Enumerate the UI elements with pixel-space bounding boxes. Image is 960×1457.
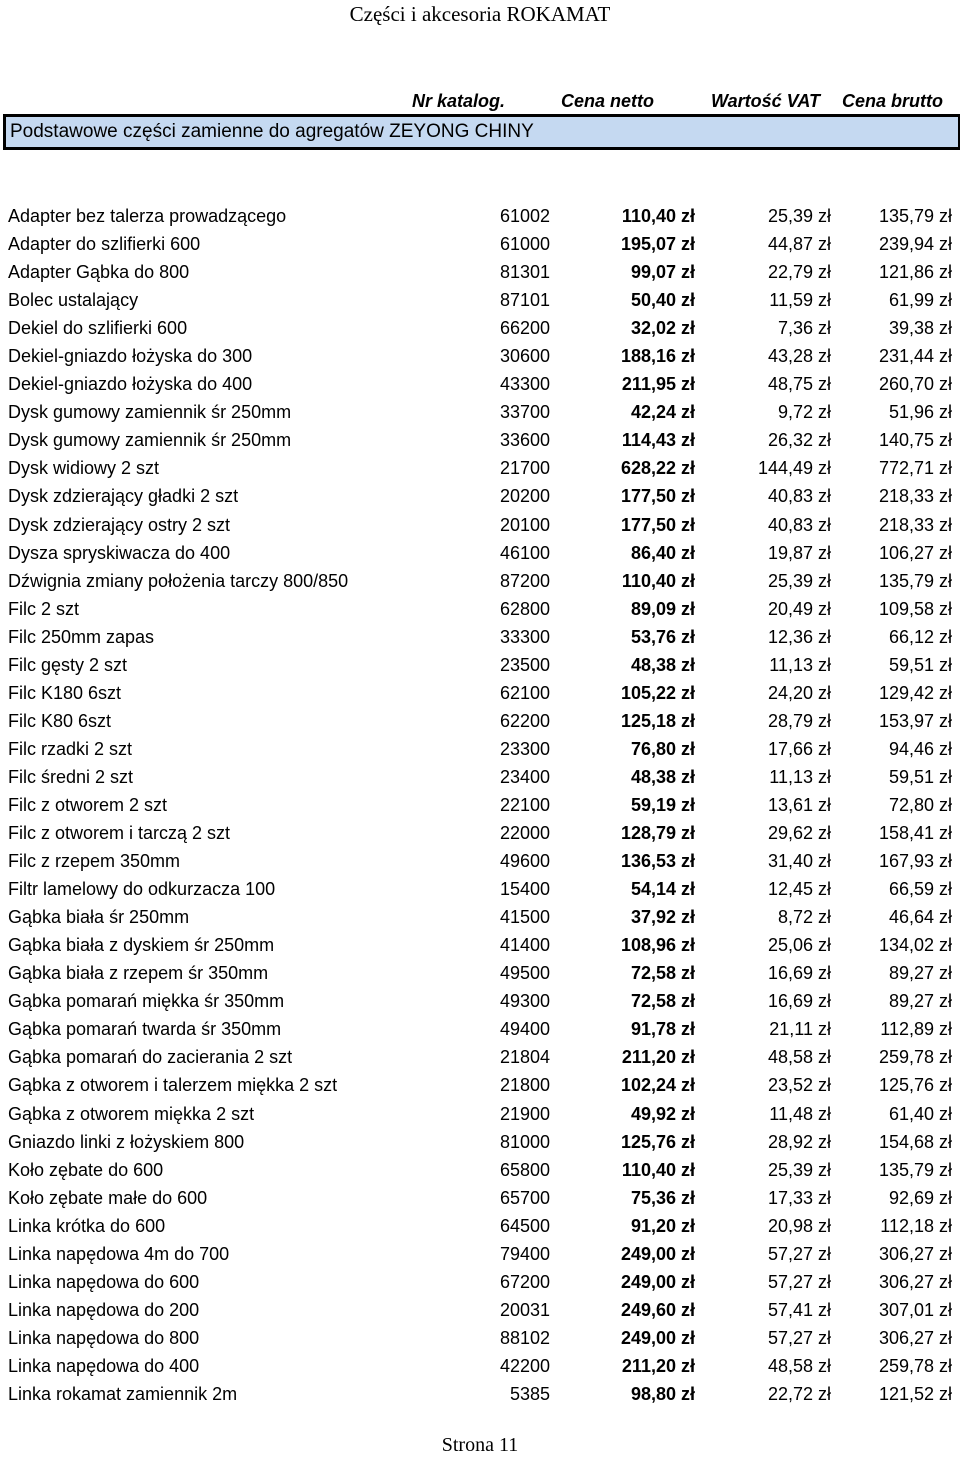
gross-price: 260,70 zł — [878, 374, 952, 395]
net-price: 49,92 zł — [630, 1103, 695, 1124]
net-price: 110,40 zł — [621, 206, 695, 226]
product-name: Filc rzadki 2 szt — [8, 738, 133, 759]
vat-value: 19,87 zł — [767, 542, 831, 563]
gross-price: 135,79 zł — [878, 570, 952, 591]
table-row — [0, 735, 960, 763]
product-name: Koło zębate małe do 600 — [8, 1187, 208, 1208]
table-row — [0, 426, 960, 454]
vat-value: 48,58 zł — [767, 1047, 831, 1068]
product-name: Dysk gumowy zamiennik śr 250mm — [8, 430, 292, 451]
catalog-number: 43300 — [499, 374, 550, 395]
vat-value: 25,39 zł — [767, 1159, 831, 1180]
vat-value: 17,66 zł — [767, 738, 831, 759]
vat-value: 7,36 zł — [777, 318, 831, 339]
gross-price: 89,27 zł — [888, 963, 952, 984]
product-name: Gąbka pomarań do zacierania 2 szt — [8, 1047, 293, 1068]
product-name: Gąbka z otworem i talerzem miękka 2 szt — [8, 1075, 338, 1096]
product-name: Filc K80 6szt — [8, 710, 112, 731]
catalog-number: 64500 — [499, 1215, 550, 1236]
table-row — [0, 847, 960, 875]
net-price: 59,19 zł — [630, 794, 695, 815]
net-price: 114,43 zł — [621, 430, 695, 451]
product-name: Dysk widiowy 2 szt — [8, 458, 160, 479]
net-price: 110,40 zł — [621, 1159, 695, 1180]
catalog-number: 21804 — [499, 1047, 550, 1068]
vat-value: 11,13 zł — [769, 654, 831, 675]
product-name: Gąbka pomarań miękka śr 350mm — [8, 991, 285, 1012]
catalog-number: 33600 — [499, 430, 550, 451]
catalog-number: 49400 — [499, 1019, 550, 1040]
net-price: 72,58 zł — [630, 991, 695, 1012]
table-row — [0, 539, 960, 567]
gross-price: 61,99 zł — [888, 290, 952, 311]
table-row — [0, 370, 960, 398]
table-row — [0, 1380, 960, 1408]
product-name: Adapter do szlifierki 600 — [8, 234, 201, 255]
product-name: Linka napędowa 4m do 700 — [8, 1243, 230, 1264]
net-price: 76,80 zł — [630, 738, 695, 759]
gross-price: 109,58 zł — [878, 598, 952, 619]
vat-value: 29,62 zł — [767, 823, 831, 844]
catalog-number: 87200 — [499, 570, 550, 591]
gross-price: 307,01 zł — [878, 1299, 952, 1320]
header-catalog-number: Nr katalog. — [411, 91, 505, 111]
catalog-number: 79400 — [499, 1243, 550, 1264]
net-price: 136,53 zł — [620, 851, 695, 872]
header-vat-value: Wartość VAT — [710, 91, 820, 111]
net-price: 110,40 zł — [621, 570, 695, 591]
product-name: Filc z otworem i tarczą 2 szt — [8, 823, 231, 844]
catalog-number: 66200 — [499, 318, 550, 339]
net-price: 177,50 zł — [620, 514, 695, 535]
net-price: 195,07 zł — [620, 234, 695, 255]
table-row — [0, 1324, 960, 1352]
gross-price: 306,27 zł — [878, 1271, 952, 1292]
table-row — [0, 987, 960, 1015]
product-name: Koło zębate do 600 — [8, 1159, 164, 1180]
catalog-number: 62800 — [499, 598, 550, 619]
product-name: Filc 2 szt — [8, 598, 80, 619]
table-row — [0, 903, 960, 931]
gross-price: 46,64 zł — [888, 907, 952, 928]
gross-price: 239,94 zł — [878, 234, 952, 255]
table-row — [0, 791, 960, 819]
net-price: 54,14 zł — [630, 879, 695, 900]
vat-value: 11,48 zł — [769, 1103, 831, 1124]
gross-price: 112,89 zł — [880, 1019, 952, 1040]
vat-value: 40,83 zł — [767, 514, 831, 535]
product-name: Filc K180 6szt — [8, 682, 122, 703]
table-row — [0, 959, 960, 987]
gross-price: 772,71 zł — [878, 458, 952, 479]
net-price: 98,80 zł — [630, 1383, 695, 1404]
net-price: 50,40 zł — [630, 290, 695, 311]
net-price: 91,78 zł — [630, 1019, 695, 1040]
catalog-number: 62100 — [499, 682, 550, 703]
product-name: Filc gęsty 2 szt — [8, 654, 128, 675]
vat-value: 11,13 zł — [769, 766, 831, 787]
product-name: Bolec ustalający — [8, 290, 139, 311]
product-name: Linka napędowa do 800 — [8, 1327, 200, 1348]
catalog-number: 21900 — [499, 1103, 550, 1124]
vat-value: 8,72 zł — [777, 907, 831, 928]
catalog-number: 23400 — [499, 766, 550, 787]
gross-price: 51,96 zł — [888, 402, 952, 423]
table-row — [0, 763, 960, 791]
gross-price: 153,97 zł — [878, 710, 952, 731]
gross-price: 158,41 zł — [878, 823, 952, 844]
gross-price: 92,69 zł — [888, 1187, 952, 1208]
table-row — [0, 679, 960, 707]
gross-price: 61,40 zł — [888, 1103, 952, 1124]
catalog-number: 21700 — [499, 458, 550, 479]
product-name: Dekiel do szlifierki 600 — [8, 318, 188, 339]
gross-price: 154,68 zł — [878, 1131, 952, 1152]
catalog-number: 15400 — [499, 879, 550, 900]
vat-value: 57,27 zł — [767, 1243, 831, 1264]
gross-price: 306,27 zł — [878, 1327, 952, 1348]
column-headers — [0, 88, 960, 114]
net-price: 249,00 zł — [620, 1243, 695, 1264]
vat-value: 16,69 zł — [767, 963, 831, 984]
table-row — [0, 623, 960, 651]
table-row — [0, 1352, 960, 1380]
product-name: Gąbka z otworem miękka 2 szt — [8, 1103, 255, 1124]
product-name: Dysk zdzierający gładki 2 szt — [8, 486, 239, 507]
gross-price: 72,80 zł — [888, 794, 952, 815]
table-row — [0, 595, 960, 623]
catalog-number: 87101 — [499, 290, 550, 311]
product-name: Dźwignia zmiany położenia tarczy 800/850 — [8, 570, 349, 591]
gross-price: 94,46 zł — [888, 738, 952, 759]
gross-price: 135,79 zł — [878, 206, 952, 226]
net-price: 91,20 zł — [630, 1215, 695, 1236]
vat-value: 48,75 zł — [767, 374, 831, 395]
product-name: Linka napędowa do 400 — [8, 1355, 200, 1376]
vat-value: 13,61 zł — [767, 794, 831, 815]
vat-value: 23,52 zł — [767, 1075, 831, 1096]
table-row — [0, 511, 960, 539]
gross-price: 167,93 zł — [878, 851, 952, 872]
catalog-number: 49600 — [499, 851, 550, 872]
table-row — [0, 1184, 960, 1212]
gross-price: 140,75 zł — [878, 430, 952, 451]
gross-price: 259,78 zł — [878, 1047, 952, 1068]
vat-value: 9,72 zł — [777, 402, 831, 423]
catalog-number: 20200 — [499, 486, 550, 507]
net-price: 211,20 zł — [621, 1355, 695, 1376]
vat-value: 25,39 zł — [767, 206, 831, 226]
product-name: Dysza spryskiwacza do 400 — [8, 542, 231, 563]
net-price: 32,02 zł — [630, 318, 695, 339]
catalog-number: 20031 — [499, 1299, 550, 1320]
catalog-number: 61002 — [499, 206, 550, 226]
product-name: Adapter bez talerza prowadzącego — [8, 206, 287, 226]
net-price: 249,00 zł — [620, 1271, 695, 1292]
table-row — [0, 398, 960, 426]
net-price: 53,76 zł — [630, 626, 695, 647]
table-row — [0, 286, 960, 314]
product-name: Gąbka biała z rzepem śr 350mm — [8, 963, 269, 984]
product-name: Linka krótka do 600 — [8, 1215, 166, 1236]
vat-value: 11,59 zł — [769, 290, 831, 311]
catalog-number: 49500 — [499, 963, 550, 984]
table-row — [0, 1015, 960, 1043]
price-table — [0, 202, 960, 1408]
table-row — [0, 482, 960, 510]
catalog-number: 81301 — [499, 262, 550, 283]
net-price: 188,16 zł — [620, 346, 695, 367]
gross-price: 121,52 zł — [878, 1383, 952, 1404]
gross-price: 59,51 zł — [888, 654, 952, 675]
catalog-number: 67200 — [499, 1271, 550, 1292]
catalog-number: 22000 — [499, 823, 550, 844]
vat-value: 57,27 zł — [767, 1271, 831, 1292]
table-row — [0, 931, 960, 959]
product-name: Linka napędowa do 600 — [8, 1271, 200, 1292]
catalog-number: 41500 — [499, 907, 550, 928]
catalog-number: 46100 — [499, 542, 550, 563]
vat-value: 43,28 zł — [767, 346, 831, 367]
net-price: 86,40 zł — [630, 542, 695, 563]
section-title: Podstawowe części zamienne do agregatów ZEYONG CHINY — [3, 114, 960, 150]
vat-value: 24,20 zł — [767, 682, 831, 703]
product-name: Linka napędowa do 200 — [8, 1299, 200, 1320]
net-price: 99,07 zł — [630, 262, 695, 283]
product-name: Dekiel-gniazdo łożyska do 300 — [8, 346, 253, 367]
vat-value: 31,40 zł — [767, 851, 831, 872]
table-row — [0, 258, 960, 286]
vat-value: 21,11 zł — [769, 1019, 831, 1040]
vat-value: 20,49 zł — [767, 598, 831, 619]
catalog-number: 30600 — [499, 346, 550, 367]
gross-price: 106,27 zł — [878, 542, 952, 563]
gross-price: 135,79 zł — [878, 1159, 952, 1180]
net-price: 249,00 zł — [620, 1327, 695, 1348]
vat-value: 22,79 zł — [767, 262, 831, 283]
table-row — [0, 1100, 960, 1128]
catalog-number: 33300 — [499, 626, 550, 647]
vat-value: 12,36 zł — [767, 626, 831, 647]
table-row — [0, 1296, 960, 1324]
table-row — [0, 707, 960, 735]
table-row — [0, 1240, 960, 1268]
table-row — [0, 651, 960, 679]
table-row — [0, 1071, 960, 1099]
catalog-number: 62200 — [499, 710, 550, 731]
net-price: 105,22 zł — [620, 682, 695, 703]
product-name: Gniazdo linki z łożyskiem 800 — [8, 1131, 245, 1152]
catalog-number: 22100 — [499, 794, 550, 815]
catalog-number: 5385 — [509, 1383, 550, 1404]
vat-value: 12,45 zł — [767, 879, 831, 900]
catalog-number: 42200 — [499, 1355, 550, 1376]
vat-value: 40,83 zł — [767, 486, 831, 507]
table-row — [0, 1043, 960, 1071]
net-price: 211,95 zł — [621, 374, 695, 395]
catalog-number: 33700 — [499, 402, 550, 423]
net-price: 108,96 zł — [620, 935, 695, 956]
product-name: Dysk gumowy zamiennik śr 250mm — [8, 402, 292, 423]
product-name: Filc z rzepem 350mm — [8, 851, 181, 872]
gross-price: 218,33 zł — [878, 486, 952, 507]
catalog-number: 20100 — [499, 514, 550, 535]
header-net-price: Cena netto — [560, 91, 654, 111]
product-name: Filc średni 2 szt — [8, 766, 134, 787]
product-name: Adapter Gąbka do 800 — [8, 262, 190, 283]
gross-price: 89,27 zł — [888, 991, 952, 1012]
product-name: Filtr lamelowy do odkurzacza 100 — [8, 879, 276, 900]
product-name: Filc z otworem 2 szt — [8, 794, 168, 815]
catalog-number: 21800 — [499, 1075, 550, 1096]
table-row — [0, 230, 960, 258]
catalog-number: 49300 — [499, 991, 550, 1012]
gross-price: 66,12 zł — [888, 626, 952, 647]
catalog-number: 23500 — [499, 654, 550, 675]
vat-value: 44,87 zł — [767, 234, 831, 255]
product-name: Dysk zdzierający ostry 2 szt — [8, 514, 231, 535]
net-price: 48,38 zł — [630, 766, 695, 787]
header-gross-price: Cena brutto — [842, 91, 943, 111]
gross-price: 66,59 zł — [888, 879, 952, 900]
net-price: 177,50 zł — [620, 486, 695, 507]
vat-value: 25,39 zł — [767, 570, 831, 591]
table-row — [0, 342, 960, 370]
gross-price: 218,33 zł — [878, 514, 952, 535]
gross-price: 129,42 zł — [878, 682, 952, 703]
vat-value: 26,32 zł — [767, 430, 831, 451]
table-row — [0, 1128, 960, 1156]
table-row — [0, 819, 960, 847]
table-row — [0, 314, 960, 342]
vat-value: 22,72 zł — [767, 1383, 831, 1404]
gross-price: 121,86 zł — [878, 262, 952, 283]
catalog-number: 23300 — [499, 738, 550, 759]
net-price: 89,09 zł — [630, 598, 695, 619]
table-row — [0, 1156, 960, 1184]
net-price: 628,22 zł — [620, 458, 695, 479]
table-row — [0, 454, 960, 482]
catalog-number: 61000 — [499, 234, 550, 255]
gross-price: 112,18 zł — [880, 1215, 952, 1236]
page-title: Części i akcesoria ROKAMAT — [349, 2, 611, 26]
gross-price: 231,44 zł — [878, 346, 952, 367]
net-price: 42,24 zł — [630, 402, 695, 423]
net-price: 128,79 zł — [620, 823, 695, 844]
product-name: Filc 250mm zapas — [8, 626, 155, 647]
net-price: 102,24 zł — [620, 1075, 695, 1096]
catalog-number: 88102 — [499, 1327, 550, 1348]
product-name: Gąbka biała śr 250mm — [8, 907, 190, 928]
table-row — [0, 567, 960, 595]
vat-value: 20,98 zł — [767, 1215, 831, 1236]
vat-value: 144,49 zł — [757, 458, 831, 479]
net-price: 48,38 zł — [630, 654, 695, 675]
net-price: 75,36 zł — [630, 1187, 695, 1208]
table-row — [0, 1212, 960, 1240]
vat-value: 16,69 zł — [767, 991, 831, 1012]
vat-value: 17,33 zł — [767, 1187, 831, 1208]
net-price: 125,76 zł — [620, 1131, 695, 1152]
table-row — [0, 202, 960, 230]
vat-value: 57,41 zł — [767, 1299, 831, 1320]
catalog-number: 41400 — [499, 935, 550, 956]
catalog-number: 65700 — [499, 1187, 550, 1208]
gross-price: 59,51 zł — [888, 766, 952, 787]
page-number: Strona 11 — [441, 1434, 519, 1456]
net-price: 125,18 zł — [620, 710, 695, 731]
gross-price: 259,78 zł — [878, 1355, 952, 1376]
vat-value: 48,58 zł — [767, 1355, 831, 1376]
vat-value: 57,27 zł — [767, 1327, 831, 1348]
net-price: 72,58 zł — [630, 963, 695, 984]
net-price: 37,92 zł — [630, 907, 695, 928]
table-row — [0, 1268, 960, 1296]
net-price: 211,20 zł — [621, 1047, 695, 1068]
vat-value: 28,92 zł — [767, 1131, 831, 1152]
gross-price: 306,27 zł — [878, 1243, 952, 1264]
product-name: Gąbka pomarań twarda śr 350mm — [8, 1019, 282, 1040]
vat-value: 25,06 zł — [767, 935, 831, 956]
gross-price: 134,02 zł — [878, 935, 952, 956]
product-name: Linka rokamat zamiennik 2m — [8, 1383, 238, 1404]
gross-price: 125,76 zł — [878, 1075, 952, 1096]
catalog-number: 65800 — [499, 1159, 550, 1180]
gross-price: 39,38 zł — [888, 318, 952, 339]
catalog-number: 81000 — [499, 1131, 550, 1152]
vat-value: 28,79 zł — [767, 710, 831, 731]
table-row — [0, 875, 960, 903]
product-name: Dekiel-gniazdo łożyska do 400 — [8, 374, 253, 395]
product-name: Gąbka biała z dyskiem śr 250mm — [8, 935, 275, 956]
net-price: 249,60 zł — [620, 1299, 695, 1320]
